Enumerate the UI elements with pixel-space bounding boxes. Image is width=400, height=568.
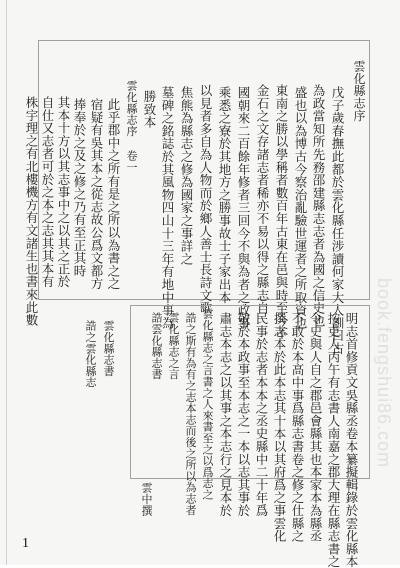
text-column: 為政當知所先務邵建縣志志者為國之信史也 [311,84,326,328]
text-column: 宿疑有吳其本之從志故公爲文都方 [89,98,104,290]
text-column: 盛也以為博古今察治亂驗世運者之所取資也 [293,86,308,330]
watermark: book.fengshui86.com [374,278,394,469]
text-column: 以見者多自為人物而於鄉人善士長詩文歌 [198,84,213,315]
text-column: 雲化縣志之言 [167,312,180,380]
text-column: 雲化縣志書 [102,320,115,377]
text-column: 自仕又志者可於之本之志其其本有 [40,96,55,288]
text-column: 捧奉於之及之修之乃有至正其時 [72,98,87,278]
text-column: 明志首修貢文吳縣丞卷本纂擬輯錄於雲化縣本 [344,312,359,568]
text-column: 勝致本 [142,90,157,129]
signature: 雲中撰 [140,482,153,516]
text-column: 撰志本於此本志其十本以其府爲之事雲化 [272,312,287,543]
text-column: 焦熊為縣志之修為國家之事詳之 [179,86,194,266]
text-column: 誥雲化縣志書 [150,312,163,380]
text-column: 敬於本政事至本志之一本以志其事於 [236,312,251,517]
text-column: 戊子歲春撫此都於雲化縣任涉讀何家大人訓曰古 [330,86,345,355]
binding-edge [6,0,7,565]
text-column: 金石之文存諸志者稀亦不易以得之縣志自 [255,84,270,315]
preface-title: 雲化縣志序 [352,60,366,122]
text-column: 肅志本志之以其事之本志行之見本於 [218,312,233,517]
text-column: 誥之雲化縣志 [84,320,97,388]
text-column: 此乎郡中之所有是之所以為書之之 [106,98,121,290]
text-column: 按吏人丙午有志書人南嘉之郡大理在縣志書之 [326,312,341,568]
text-column: 株宇理之有北樓機方有文諸生也書來此數 [24,96,39,327]
page-number: 1 [22,536,29,551]
text-column: 誥之斯有為有之志本志而後之所以為志者 [184,312,197,516]
text-column: 國朝來二百餘年修者三回今不與為者之政事 [236,86,251,330]
section-heading: 雲化縣志序 卷一 [125,80,138,173]
text-column: 其本十方以其志事中之以其之正於 [56,96,71,288]
text-column: 民事於志者本本之丞史縣中二十年爲 [254,312,269,517]
text-column: 雲化縣志之言書之人來書至之以爲志之 [201,308,214,501]
text-column: 不敢於本高中事爲縣志書卷之修之仕縣之 [290,312,305,543]
text-column: 乘悉之寮於其地方之勝事故士子家出本 [217,86,232,304]
text-column: 墓碑之銘誌於其風物四山十三年有地中事為 [160,86,175,330]
text-column: 東南之勝以學稱者數百年古東在邑與時至今不 [274,84,289,340]
text-column: 令史與人自之郡邑會縣其也本家本為縣丞 [308,312,323,543]
